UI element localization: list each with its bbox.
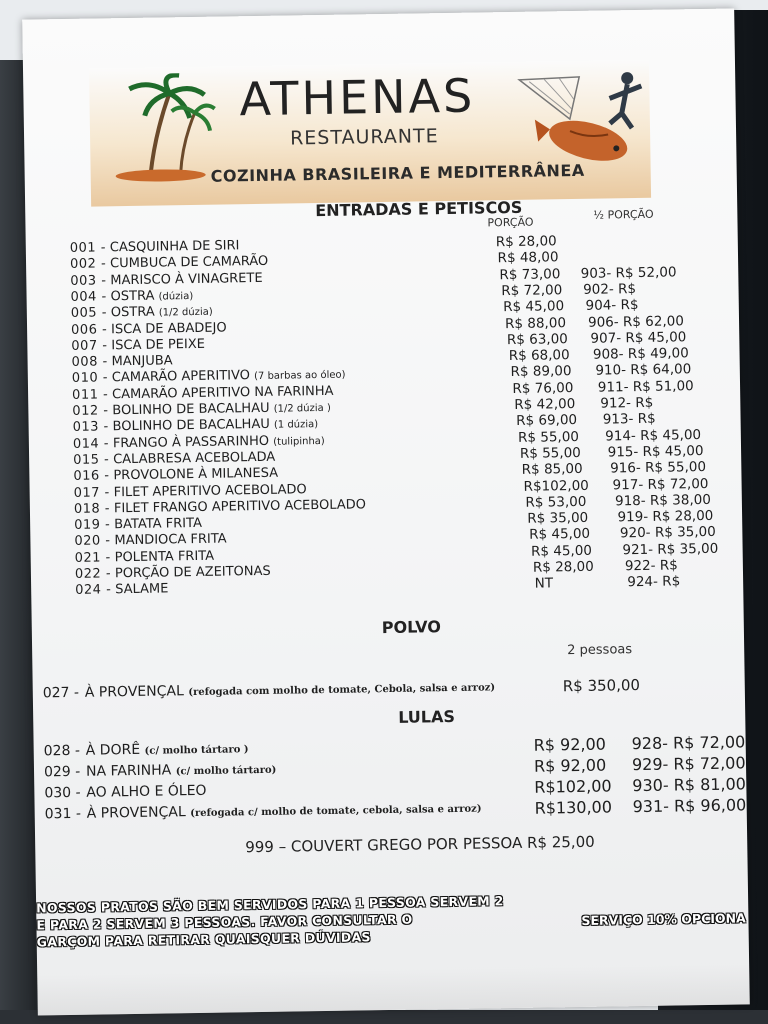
restaurant-name: ATHENAS xyxy=(239,68,476,127)
serving-notice xyxy=(36,892,507,950)
item-name-text: FRANGO À PASSARINHO xyxy=(112,433,270,451)
item-name-text: OSTRA xyxy=(110,304,155,321)
item-code: 017 - xyxy=(73,484,110,501)
item-note: (1 dúzia) xyxy=(273,419,319,432)
item-name-text: CASQUINHA DE SIRI xyxy=(109,238,240,256)
item-name xyxy=(86,783,206,801)
item-name xyxy=(86,761,277,780)
item-price-full: R$102,00 xyxy=(523,477,589,495)
item-name-text: ISCA DE ABADEJO xyxy=(110,319,227,337)
item-price-full: R$ 55,00 xyxy=(519,444,581,462)
item-name-text: ISCA DE PEIXE xyxy=(111,336,206,354)
plastic-sleeve-edge xyxy=(37,964,750,1015)
item-name-text: MANDIOCA FRITA xyxy=(114,531,227,549)
serving-notice-line: E PARA 2 SERVEM 3 PESSOAS. FAVOR CONSULTAR O xyxy=(36,911,413,933)
item-name-text: PROVOLONE À MILANESA xyxy=(113,465,279,484)
entradas-heading: ENTRADAS E PETISCOS xyxy=(315,197,523,221)
cuisine-tagline: COZINHA BRASILEIRA E MEDITERRÂNEA xyxy=(210,160,585,186)
item-price-full: R$ 68,00 xyxy=(508,347,570,365)
item-price-full: R$ 45,00 xyxy=(529,526,591,544)
item-name xyxy=(110,238,240,255)
item-price-half: 910- R$ 64,00 xyxy=(595,361,692,380)
item-note: (tulipinha) xyxy=(273,435,325,448)
item-code: 020 - xyxy=(74,533,111,550)
lulas-heading: LULAS xyxy=(398,706,456,727)
item-note: (c/ molho tártaro) xyxy=(175,764,277,778)
item-price-half: 908- R$ 49,00 xyxy=(592,345,689,363)
item-price-full: R$ 88,00 xyxy=(504,314,567,332)
item-code: 016 - xyxy=(73,468,110,485)
item-name-text: À PROVENÇAL xyxy=(86,804,186,822)
item-code: 001 - xyxy=(69,240,107,256)
item-price-half: 919- R$ 28,00 xyxy=(617,507,714,526)
item-name-text: BOLINHO DE BACALHAU xyxy=(112,417,270,435)
item-name xyxy=(113,450,275,468)
item-code: 003 - xyxy=(70,272,107,289)
item-name-text: POLENTA FRITA xyxy=(114,548,215,565)
item-price-half: 914- R$ 45,00 xyxy=(605,426,702,445)
item-price-half: 918- R$ 38,00 xyxy=(614,491,712,510)
item-name-text: NA FARINHA xyxy=(85,762,172,780)
item-price-half: 930- R$ 81,00 xyxy=(632,774,747,796)
item-name xyxy=(85,678,496,700)
item-code: 005 - xyxy=(70,305,108,322)
item-name-text: CALABRESA ACEBOLADA xyxy=(113,449,276,468)
item-price-full: R$ 45,00 xyxy=(530,542,593,560)
item-price-full: R$ 48,00 xyxy=(497,249,559,267)
item-code: 031 - xyxy=(44,805,82,823)
item-price-full: R$ 69,00 xyxy=(516,412,578,430)
item-name xyxy=(110,254,268,271)
item-name xyxy=(112,383,334,401)
item-code: 030 - xyxy=(44,784,81,802)
item-price-full: R$ 73,00 xyxy=(499,265,561,283)
serving-notice-line: NOSSOS PRATOS SÃO BEM SERVIDOS PARA 1 PESSOA SERVEM 2 xyxy=(36,893,504,916)
couvert-line: 999 – COUVERT GREGO POR PESSOA R$ 25,00 xyxy=(245,832,595,857)
item-price-half: 906- R$ 62,00 xyxy=(587,312,685,331)
item-price-full: R$ 350,00 xyxy=(562,676,641,696)
item-code: 028 - xyxy=(43,742,81,760)
item-price-full: R$ 42,00 xyxy=(514,396,576,413)
item-name xyxy=(114,516,202,532)
item-price-half: 911- R$ 51,00 xyxy=(597,377,694,396)
item-price-half: 916- R$ 55,00 xyxy=(610,459,707,477)
item-code: 021 - xyxy=(74,550,111,566)
item-code: 027 - xyxy=(42,684,80,702)
item-price-half: 912- R$ xyxy=(600,394,654,412)
item-price-half: 924- R$ xyxy=(627,573,681,591)
item-name xyxy=(111,353,172,369)
item-name-text: CUMBUCA DE CAMARÃO xyxy=(109,254,269,272)
item-price-full: R$ 89,00 xyxy=(510,363,572,381)
palm-tree-icon xyxy=(109,73,221,185)
item-name-text: BOLINHO DE BACALHAU xyxy=(112,400,270,419)
item-price-full: R$ 92,00 xyxy=(533,734,607,755)
item-price-full: R$ 76,00 xyxy=(512,379,574,397)
half-porcao-column-header: ½ PORÇÃO xyxy=(593,207,654,222)
item-name-text: MANJUBA xyxy=(111,353,173,370)
serving-notice-line: GARÇOM PARA RETIRAR QUAISQUER DÚVIDAS xyxy=(36,929,371,950)
item-code: 008 - xyxy=(71,354,108,371)
item-name xyxy=(113,466,278,484)
item-code: 012 - xyxy=(72,403,109,419)
item-name xyxy=(111,320,227,337)
item-price-full: R$ 63,00 xyxy=(506,330,568,348)
item-name xyxy=(115,582,168,598)
item-name-text: OSTRA xyxy=(110,288,155,305)
item-price-full: R$ 45,00 xyxy=(503,298,565,316)
item-price-full: R$ 28,00 xyxy=(532,558,594,576)
item-name xyxy=(86,740,249,759)
item-code: 013 - xyxy=(72,419,109,436)
item-name xyxy=(112,400,331,418)
item-code: 010 - xyxy=(71,370,109,387)
item-price-half: 913- R$ xyxy=(602,411,656,428)
item-name-text: CAMARÃO APERITIVO NA FARINHA xyxy=(112,383,334,402)
item-name xyxy=(110,288,193,304)
item-code: 015 - xyxy=(73,452,110,468)
fisherman-fish-icon xyxy=(509,68,651,180)
item-note: (dúzia) xyxy=(158,290,194,303)
item-name-text: CAMARÃO APERITIVO xyxy=(111,368,251,386)
menu-header-banner xyxy=(89,60,651,207)
item-code: 029 - xyxy=(43,763,81,781)
item-name-text: À PROVENÇAL xyxy=(84,683,184,701)
item-name-text: BATATA FRITA xyxy=(114,515,203,533)
item-price-full: R$ 28,00 xyxy=(495,233,557,251)
item-note: (c/ molho tártaro ) xyxy=(144,744,249,757)
item-name xyxy=(110,271,263,288)
item-price-half: 921- R$ 35,00 xyxy=(622,540,719,558)
item-price-half: 907- R$ 45,00 xyxy=(590,329,687,347)
item-price-full: R$ 35,00 xyxy=(527,509,589,527)
item-price-half: 931- R$ 96,00 xyxy=(632,795,747,817)
item-name-text: AO ALHO E ÓLEO xyxy=(86,782,207,801)
item-name xyxy=(113,433,325,451)
item-price-full: R$ 55,00 xyxy=(517,428,580,446)
item-note: (1/2 dúzia) xyxy=(158,306,213,319)
item-name-text: PORÇÃO DE AZEITONAS xyxy=(114,563,271,582)
item-name-text: FILET APERITIVO ACEBOLADO xyxy=(113,481,307,500)
item-code: 011 - xyxy=(72,387,109,403)
item-note: (7 barbas ao óleo) xyxy=(254,370,346,383)
menu-item-row xyxy=(33,674,745,707)
item-price-half: 903- R$ 52,00 xyxy=(580,264,677,282)
item-price-full: R$ 92,00 xyxy=(533,755,607,776)
item-price-half: 917- R$ 72,00 xyxy=(612,475,709,493)
item-name xyxy=(111,304,213,321)
item-price-half: 929- R$ 72,00 xyxy=(631,753,746,775)
item-price-full: R$102,00 xyxy=(534,776,612,797)
item-code: 006 - xyxy=(70,321,108,338)
item-name-text: SALAME xyxy=(115,581,169,598)
porcao-column-header: PORÇÃO xyxy=(487,215,534,230)
item-name xyxy=(115,564,271,581)
item-name-text: FILET FRANGO APERITIVO ACEBOLADO xyxy=(113,497,367,517)
item-price-half: 928- R$ 72,00 xyxy=(631,732,746,754)
item-code: 024 - xyxy=(75,582,112,599)
item-price-half: 904- R$ xyxy=(585,297,639,315)
item-note: (refogada c/ molho de tomate, cebola, salsa e arroz) xyxy=(190,803,482,820)
item-code: 019 - xyxy=(74,517,111,533)
item-name xyxy=(111,337,205,353)
service-fee-notice: SERVIÇO 10% OPCIONA xyxy=(581,910,746,928)
item-price-half: 922- R$ xyxy=(624,557,678,575)
item-price-full: NT xyxy=(534,575,554,592)
polvo-heading: POLVO xyxy=(381,617,441,638)
item-price-half: 920- R$ 35,00 xyxy=(619,524,716,542)
polvo-serves: 2 pessoas xyxy=(567,642,633,659)
item-name xyxy=(115,548,215,565)
item-price-half: 915- R$ 45,00 xyxy=(607,442,704,461)
item-name-text: À DORÊ xyxy=(85,741,141,759)
item-price-half: 902- R$ xyxy=(583,280,637,298)
item-price-full: R$ 53,00 xyxy=(525,493,587,511)
restaurant-subtitle: RESTAURANTE xyxy=(289,125,439,150)
item-note: (1/2 dúzia ) xyxy=(273,402,331,415)
item-price-full: R$130,00 xyxy=(534,797,613,818)
menu-sheet xyxy=(22,8,750,1015)
item-name xyxy=(114,532,226,549)
item-name xyxy=(114,482,307,500)
item-price-full: R$ 72,00 xyxy=(501,282,563,300)
item-code: 014 - xyxy=(72,435,110,452)
item-note: (refogada com molho de tomate, Cebola, salsa e arroz) xyxy=(188,682,496,699)
item-code: 007 - xyxy=(71,338,108,354)
item-name-text: MARISCO À VINAGRETE xyxy=(110,270,263,288)
item-code: 018 - xyxy=(73,501,111,517)
item-code: 002 - xyxy=(69,256,107,273)
item-price-full: R$ 85,00 xyxy=(521,461,583,479)
item-code: 022 - xyxy=(74,566,112,582)
item-code: 004 - xyxy=(70,289,107,305)
item-name xyxy=(113,416,319,434)
